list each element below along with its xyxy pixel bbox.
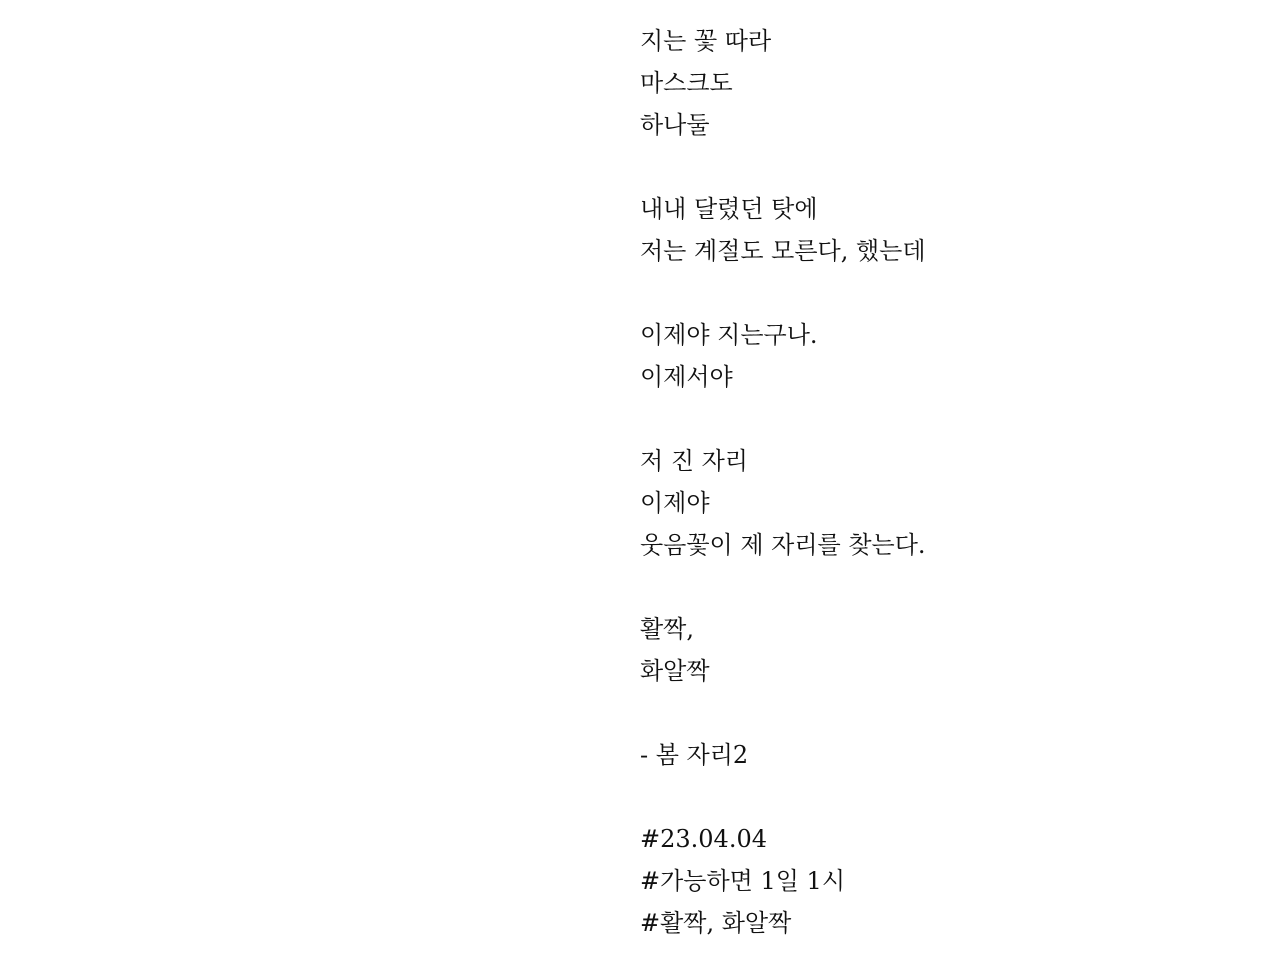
poem-line: 마스크도 [640,69,733,97]
stanza-gap [640,566,1240,608]
stanza-gap [640,398,1240,440]
poem-line: 하나둘 [640,111,710,139]
poem-line: 화알짝 [640,657,710,685]
stanza-gap [640,776,1240,818]
poem-line: 활짝, [640,615,694,643]
poem-line: 지는 꽃 따라 [640,27,772,55]
poem-line: 이제야 [640,489,710,517]
poem-line: 저는 계절도 모른다, 했는데 [640,237,926,265]
poem-title-line: - 봄 자리2 [640,741,749,769]
hashtag: #23.04.04 [640,825,767,853]
poem-line: 내내 달렸던 탓에 [640,195,818,223]
hashtag-list [640,818,1240,944]
hashtag: #활짝, 화알짝 [640,909,792,937]
poem-line: 이제서야 [640,363,733,391]
stanza-gap [640,272,1240,314]
stanza-gap [640,692,1240,734]
poem-line: 이제야 지는구나. [640,321,818,349]
poem-body [640,20,1240,944]
stanza-gap [640,146,1240,188]
poem-line: 웃음꽃이 제 자리를 찾는다. [640,531,926,559]
hashtag: #가능하면 1일 1시 [640,867,846,895]
poem-line: 저 진 자리 [640,447,748,475]
